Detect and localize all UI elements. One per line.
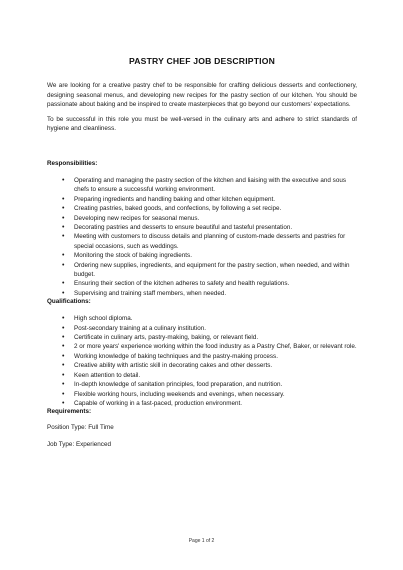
list-item: • Keen attention to detail. — [64, 371, 357, 380]
list-item: • Monitoring the stock of baking ingredients. — [64, 251, 357, 260]
intro-paragraph: To be successful in this role you must be well-versed in the culinary arts and adhere to strict standards of hygiene and cleanliness. — [47, 115, 357, 133]
list-item: • Creating pastries, baked goods, and confections, by following a set recipe. — [64, 204, 357, 213]
list-item: • High school diploma. — [64, 314, 357, 323]
list-item: • Preparing ingredients and handling baking and other kitchen equipment. — [64, 195, 357, 204]
list-item: • 2 or more years' experience working within the food industry as a Pastry Chef, Baker, or relevant role. — [64, 342, 357, 351]
list-item: • In-depth knowledge of sanitation principles, food preparation, and nutrition. — [64, 380, 357, 389]
document-title: PASTRY CHEF JOB DESCRIPTION — [128, 56, 276, 66]
page-number: Page 1 of 2 — [188, 538, 215, 544]
list-item: • Ensuring their section of the kitchen adheres to safety and health regulations. — [64, 279, 357, 288]
list-item: • Capable of working in a fast-paced, production environment. — [64, 399, 357, 408]
list-item: • Flexible working hours, including weekends and evenings, when necessary. — [64, 390, 357, 399]
qualifications-list — [47, 314, 357, 408]
list-item: • Supervising and training staff members, when needed. — [64, 289, 357, 298]
responsibilities-heading: Responsibilities: — [47, 159, 98, 167]
position-type: Position Type: Full Time — [47, 424, 114, 432]
list-item: • Developing new recipes for seasonal menus. — [64, 214, 357, 223]
list-item: • Certificate in culinary arts, pastry-making, baking, or relevant field. — [64, 333, 357, 342]
list-item: • Meeting with customers to discuss details and planning of custom-made desserts and pastries for special occasions, such as weddings. — [64, 232, 357, 251]
job-type: Job Type: Experienced — [47, 441, 111, 449]
list-item: • Ordering new supplies, ingredients, and equipment for the pastry section, when needed, and within budget. — [64, 261, 357, 280]
responsibilities-list — [47, 176, 357, 298]
list-item: • Working knowledge of baking techniques and the pastry-making process. — [64, 352, 357, 361]
list-item: • Creative ability with artistic skill in decorating cakes and other desserts. — [64, 361, 357, 370]
requirements-heading: Requirements: — [47, 408, 92, 416]
list-item: • Post-secondary training at a culinary institution. — [64, 324, 357, 333]
list-item: • Decorating pastries and desserts to ensure beautiful and tasteful presentation. — [64, 223, 357, 232]
intro-paragraph: We are looking for a creative pastry chef to be responsible for crafting delicious desserts and confectionery, designing seasonal menus, and developing new recipes for the pastry section of our kitchen. You should be passionate about baking and be inspired to create masterpieces that go beyond our customers' expectations. — [47, 82, 357, 109]
list-item: • Operating and managing the pastry section of the kitchen and liaising with the executive and sous chefs to ensure a successful working environment. — [64, 176, 357, 195]
qualifications-heading: Qualifications: — [47, 298, 91, 306]
